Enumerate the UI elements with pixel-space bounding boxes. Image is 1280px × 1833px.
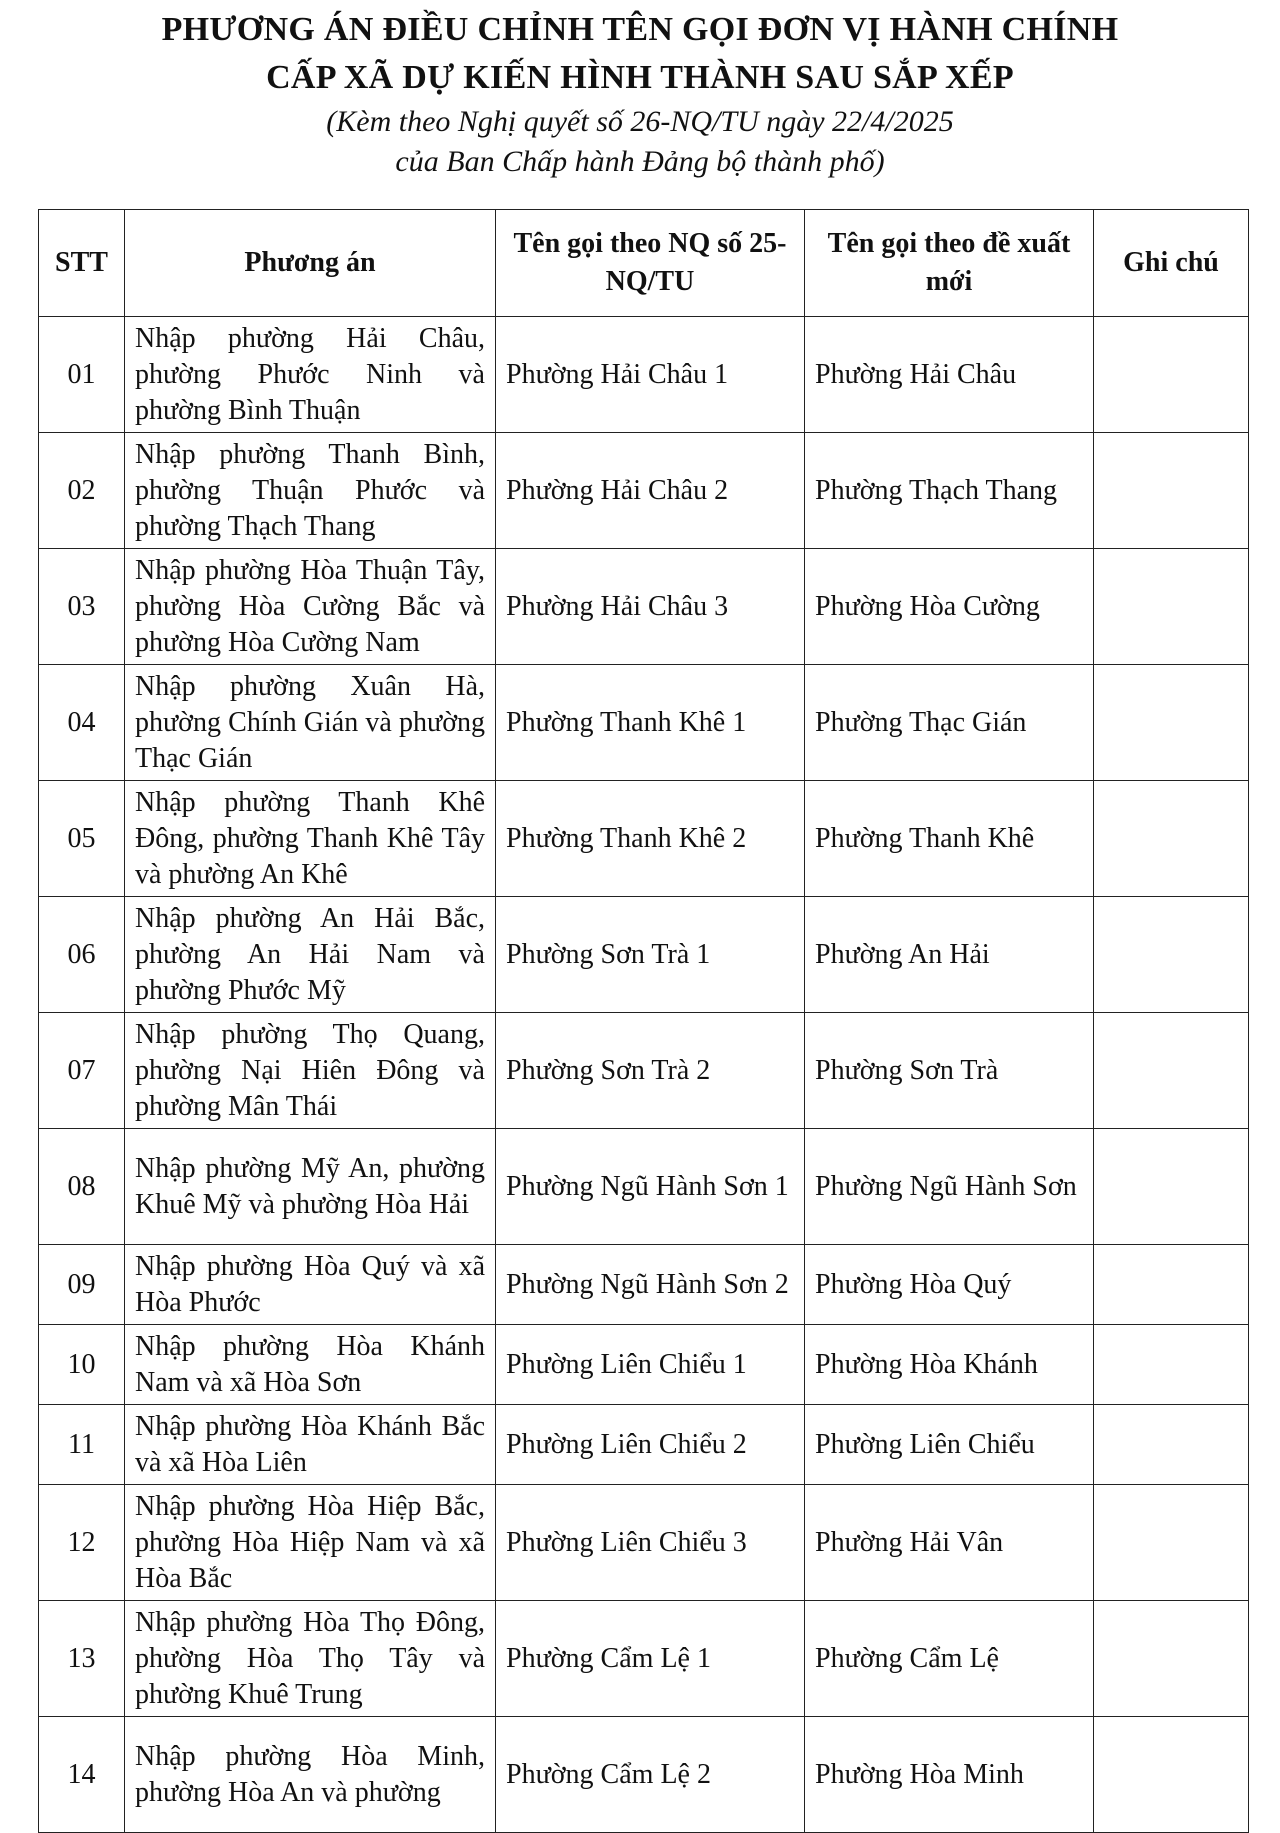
cell-ten-de-xuat: Phường Thạch Thang — [805, 433, 1094, 549]
cell-stt: 12 — [39, 1485, 125, 1601]
cell-stt: 03 — [39, 549, 125, 665]
cell-ten-nq25: Phường Hải Châu 1 — [496, 317, 805, 433]
cell-ten-de-xuat: Phường Thanh Khê — [805, 781, 1094, 897]
table-row — [39, 1245, 1249, 1325]
cell-phuong-an: Nhập phường Hòa Thuận Tây, phường Hòa Cường Bắc và phường Hòa Cường Nam — [125, 549, 496, 665]
cell-stt: 02 — [39, 433, 125, 549]
cell-phuong-an: Nhập phường Thọ Quang, phường Nại Hiên Đông và phường Mân Thái — [125, 1013, 496, 1129]
cell-ten-de-xuat: Phường Hòa Minh — [805, 1717, 1094, 1833]
table-row — [39, 781, 1249, 897]
document-title-line-2: CẤP XÃ DỰ KIẾN HÌNH THÀNH SAU SẮP XẾP — [266, 59, 1014, 96]
document-subtitle-line-1: (Kèm theo Nghị quyết số 26-NQ/TU ngày 22/4/2025 — [326, 105, 954, 138]
cell-ten-de-xuat: Phường An Hải — [805, 897, 1094, 1013]
header-stt: STT — [39, 210, 125, 317]
cell-ten-de-xuat: Phường Thạc Gián — [805, 665, 1094, 781]
cell-phuong-an: Nhập phường Hòa Khánh Nam và xã Hòa Sơn — [125, 1325, 496, 1405]
cell-ghi-chu — [1094, 1405, 1249, 1485]
cell-stt: 06 — [39, 897, 125, 1013]
cell-stt: 14 — [39, 1717, 125, 1833]
cell-ten-nq25: Phường Cẩm Lệ 2 — [496, 1717, 805, 1833]
cell-phuong-an: Nhập phường Hòa Thọ Đông, phường Hòa Thọ Tây và phường Khuê Trung — [125, 1601, 496, 1717]
cell-ghi-chu — [1094, 317, 1249, 433]
cell-stt: 05 — [39, 781, 125, 897]
cell-ten-nq25: Phường Thanh Khê 2 — [496, 781, 805, 897]
cell-stt: 10 — [39, 1325, 125, 1405]
cell-stt: 01 — [39, 317, 125, 433]
cell-ten-nq25: Phường Cẩm Lệ 1 — [496, 1601, 805, 1717]
cell-ten-nq25: Phường Hải Châu 3 — [496, 549, 805, 665]
cell-stt: 04 — [39, 665, 125, 781]
header-ghi-chu: Ghi chú — [1094, 210, 1249, 317]
document-title-line-1: PHƯƠNG ÁN ĐIỀU CHỈNH TÊN GỌI ĐƠN VỊ HÀNH CHÍNH — [161, 11, 1119, 48]
cell-ghi-chu — [1094, 897, 1249, 1013]
table-row — [39, 1717, 1249, 1833]
document-header — [0, 0, 1280, 182]
cell-ten-de-xuat: Phường Hải Vân — [805, 1485, 1094, 1601]
cell-ghi-chu — [1094, 549, 1249, 665]
cell-stt: 09 — [39, 1245, 125, 1325]
table-row — [39, 1013, 1249, 1129]
cell-phuong-an: Nhập phường Thanh Khê Đông, phường Thanh Khê Tây và phường An Khê — [125, 781, 496, 897]
cell-ten-de-xuat: Phường Sơn Trà — [805, 1013, 1094, 1129]
table-row — [39, 317, 1249, 433]
cell-phuong-an: Nhập phường Xuân Hà, phường Chính Gián và phường Thạc Gián — [125, 665, 496, 781]
cell-ghi-chu — [1094, 665, 1249, 781]
cell-stt: 13 — [39, 1601, 125, 1717]
table-row — [39, 1129, 1249, 1245]
cell-ten-de-xuat: Phường Cẩm Lệ — [805, 1601, 1094, 1717]
cell-ten-nq25: Phường Thanh Khê 1 — [496, 665, 805, 781]
cell-ghi-chu — [1094, 1601, 1249, 1717]
cell-ten-nq25: Phường Sơn Trà 1 — [496, 897, 805, 1013]
cell-stt: 07 — [39, 1013, 125, 1129]
header-phuong-an: Phương án — [125, 210, 496, 317]
cell-phuong-an: Nhập phường Hòa Quý và xã Hòa Phước — [125, 1245, 496, 1325]
cell-phuong-an: Nhập phường Hải Châu, phường Phước Ninh và phường Bình Thuận — [125, 317, 496, 433]
cell-ten-nq25: Phường Ngũ Hành Sơn 1 — [496, 1129, 805, 1245]
cell-ten-nq25: Phường Hải Châu 2 — [496, 433, 805, 549]
cell-ten-nq25: Phường Sơn Trà 2 — [496, 1013, 805, 1129]
header-ten-nq25: Tên gọi theo NQ số 25-NQ/TU — [496, 210, 805, 317]
header-ten-de-xuat: Tên gọi theo đề xuất mới — [805, 210, 1094, 317]
administrative-units-table — [38, 209, 1249, 1833]
table-row — [39, 433, 1249, 549]
table-header-row — [39, 210, 1249, 317]
cell-ghi-chu — [1094, 1325, 1249, 1405]
table-row — [39, 897, 1249, 1013]
cell-stt: 08 — [39, 1129, 125, 1245]
cell-ghi-chu — [1094, 1717, 1249, 1833]
cell-ghi-chu — [1094, 1245, 1249, 1325]
cell-ten-nq25: Phường Ngũ Hành Sơn 2 — [496, 1245, 805, 1325]
cell-ghi-chu — [1094, 1485, 1249, 1601]
cell-ten-de-xuat: Phường Hải Châu — [805, 317, 1094, 433]
cell-ten-de-xuat: Phường Liên Chiểu — [805, 1405, 1094, 1485]
cell-ghi-chu — [1094, 781, 1249, 897]
table-row — [39, 1485, 1249, 1601]
document-subtitle-line-2: của Ban Chấp hành Đảng bộ thành phố) — [395, 145, 885, 178]
table-row — [39, 1405, 1249, 1485]
cell-ten-nq25: Phường Liên Chiểu 1 — [496, 1325, 805, 1405]
cell-stt: 11 — [39, 1405, 125, 1485]
table-row — [39, 665, 1249, 781]
cell-ten-nq25: Phường Liên Chiểu 2 — [496, 1405, 805, 1485]
table-row — [39, 1325, 1249, 1405]
cell-phuong-an: Nhập phường Mỹ An, phường Khuê Mỹ và phường Hòa Hải — [125, 1129, 496, 1245]
cell-ten-de-xuat: Phường Hòa Quý — [805, 1245, 1094, 1325]
cell-ten-de-xuat: Phường Hòa Cường — [805, 549, 1094, 665]
cell-phuong-an: Nhập phường Hòa Khánh Bắc và xã Hòa Liên — [125, 1405, 496, 1485]
cell-ghi-chu — [1094, 433, 1249, 549]
cell-phuong-an: Nhập phường An Hải Bắc, phường An Hải Nam và phường Phước Mỹ — [125, 897, 496, 1013]
cell-ten-de-xuat: Phường Hòa Khánh — [805, 1325, 1094, 1405]
table-row — [39, 549, 1249, 665]
cell-ghi-chu — [1094, 1013, 1249, 1129]
table-row — [39, 1601, 1249, 1717]
cell-ten-de-xuat: Phường Ngũ Hành Sơn — [805, 1129, 1094, 1245]
cell-phuong-an: Nhập phường Hòa Minh, phường Hòa An và phường — [125, 1717, 496, 1833]
cell-ghi-chu — [1094, 1129, 1249, 1245]
cell-phuong-an: Nhập phường Hòa Hiệp Bắc, phường Hòa Hiệp Nam và xã Hòa Bắc — [125, 1485, 496, 1601]
cell-ten-nq25: Phường Liên Chiểu 3 — [496, 1485, 805, 1601]
cell-phuong-an: Nhập phường Thanh Bình, phường Thuận Phước và phường Thạch Thang — [125, 433, 496, 549]
